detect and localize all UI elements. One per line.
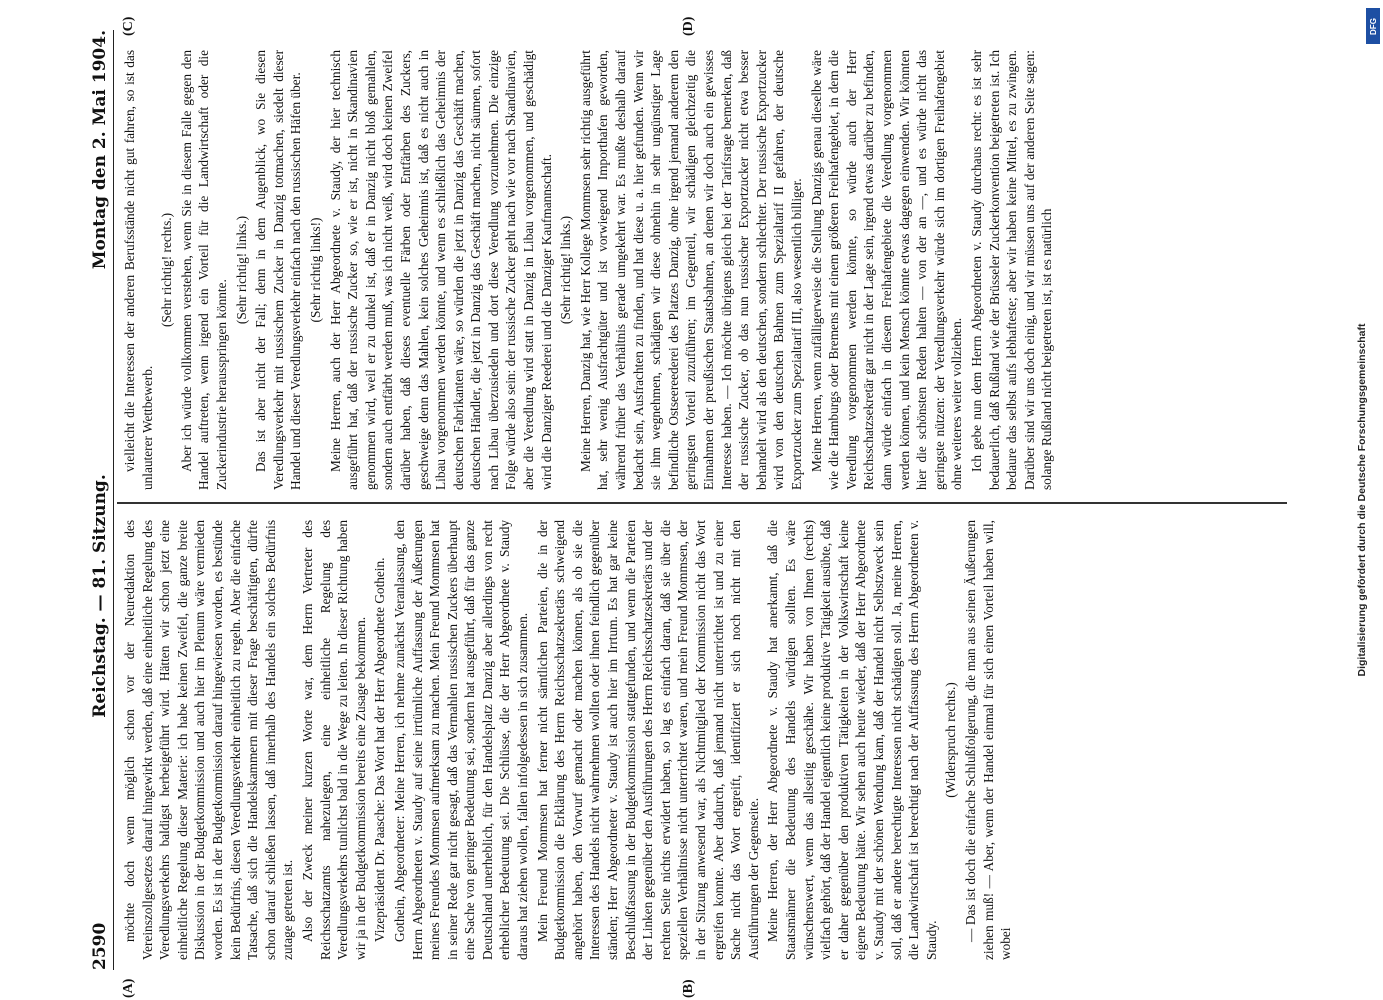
paragraph: — Das ist doch die einfache Schlußfolgerung, die man aus seinen Äußerungen ziehen muß! — Aber, wenn der Handel einmal für sich einen Vorteil haben will, wobei (962, 520, 1014, 960)
paragraph: Meine Herren, auch der Herr Abgeordnete v. Staudy, der hier technisch ausgeführt hat, daß der russische Zucker so, wie er ist, nicht in Skandinavien genommen wird, weil er zu dunkel ist, daß er in Danzig nicht bloß gemahlen, sondern auch entfärbt werden muß, was ich nicht weiß, wird doch keinen Zweifel darüber haben, daß dieses eventuelle Färben oder Entfärben des Zuckers, geschweige denn das Mahlen, kein solches Geheimnis ist, daß es nicht auch in Libau vorgenommen werden könnte, und wenn es schließlich das Geheimnis der deutschen Fabrikanten wäre, so würden die jetzt in Danzig das Geschäft machen, deutschen Händler, die jetzt in Danzig das Geschäft machen, nicht säumen, sofort nach Libau überzusiedeln und dort diese Veredlung vorzunehmen. Die einzige Folge würde also sein: der russische Zucker geht nach wie vor nach Skandinavien, aber die Veredlung wird statt in Danzig in Libau vorgenommen, und geschädigt wird die Danziger Reederei und die Danziger Kaufmannschaft. (327, 50, 554, 490)
left-column (121, 520, 1017, 960)
paragraph: möchte doch wenn möglich schon vor der Neuredaktion des Vereinszollgesetzes darauf hingewirkt werden, daß eine einheitliche Regelung des Veredlungsverkehrs baldigst herbeigeführt wird. Hätten wir schon jetzt eine einheitliche Regelung dieser Materie: ich habe keinen Zweifel, die ganze breite Diskussion in der Budgetkommission und auch hier im Plenum wäre vermieden worden. Es ist in der Budgetkommission darauf hingewiesen worden, es bestünde kein Bedürfnis, diesen Veredlungsverkehr einheitlich zu regeln. Aber die einfache Tatsache, daß sich die Handelskammern mit dieser Frage beschäftigten, dürfte schon darauf schließen lassen, daß innerhalb des Handels ein solches Bedürfnis zutage getreten ist. (122, 520, 296, 960)
dfg-logo-text: DFG (1368, 17, 1378, 35)
interjection: (Sehr richtig! links.) (558, 215, 574, 325)
paragraph: Also der Zweck meiner kurzen Worte war, dem Herrn Vertreter des Reichsschatzamts nahezulegen, eine einheitliche Regelung des Veredlungsverkehrs tunlichst bald in die Wege zu leiten. In dieser Richtung haben wir ja in der Budgetkommission bereits eine Zusage bekommen. (299, 520, 368, 960)
paragraph: Vizepräsident Dr. Paasche: Das Wort hat der Herr Abgeordnete Gothein. (372, 557, 388, 942)
session-title: Reichstag. — 81. Sitzung. (90, 474, 110, 718)
paragraph: Gothein, Abgeordneter: Meine Herren, ich nehme zunächst Veranlassung, den Herrn Abgeordneten v. Staudy auf seine irrtümliche Auffassung der Äußerungen meines Freundes Mommsen aufmerksam zu machen. Mein Freund Mommsen hat in seiner Rede gar nicht gesagt, daß das Vermahlen russischen Zuckers überhaupt eine Sache von geringer Bedeutung sei, sondern hat ausgeführt, daß für das ganze Deutschland unerheblich, für den Handelsplatz Danzig aber allerdings von recht erheblicher Bedeutung sei. Die Schlüsse, die der Herr Abgeordnete v. Staudy daraus hat ziehen wollen, fallen infolgedessen in sich zusammen. (391, 520, 531, 960)
paragraph: Meine Herren, der Herr Abgeordnete v. Staudy hat anerkannt, daß die Staatsmänner die Bedeutung des Handels würdigen sollten. Es wäre wünschenswert, wenn das allseitig geschähe. Wir haben von Ihnen (rechts) vielfach gehört, daß der Handel eigentlich keine produktive Tätigkeit ausübte, daß er daher gegenüber den produktiven Tätigkeiten in der Volkswirtschaft keine eigene Bedeutung hätte. Wir sehen auch heute wieder, daß der Herr Abgeordnete v. Staudy mit der schönen Wendung kam, daß der Handel nicht Selbstzweck sein soll, daß er andere berechtigte Interessen nicht schädigen soll. Ja, meine Herren, die Landwirtschaft ist berechtigt nach der Auffassung des Herrn Abgeordneten v. Staudy. (765, 520, 939, 960)
session-date: Montag den 2. Mai 1904. (90, 30, 110, 270)
dfg-logo (1366, 8, 1380, 44)
interjection: (Sehr richtig! rechts.) (159, 212, 175, 328)
digitization-note (1342, 8, 1382, 992)
paragraph: vielleicht die Interessen der anderen Berufsstände nicht gut fahren, so ist das unlauterer Wettbewerb. (122, 50, 155, 490)
paragraph: Ich gebe nun dem Herrn Abgeordneten v. Staudy durchaus recht: es ist sehr bedauerlich, daß Rußland wie der Brüsseler Zuckerkonvention beigetreten ist. Ich bedaure das selbst aufs lebhafteste; aber wir haben keine Mittel, es zu zwingen. Darüber sind wir uns doch einig, und wir müssen uns auf der anderen Seite sagen: solange Rußland nicht beigetreten ist, ist es natürlich (968, 50, 1055, 490)
page-header (85, 30, 114, 970)
rotated-page-content (41, 10, 1341, 998)
interjection: (Sehr richtig links!) (307, 217, 323, 323)
paragraph: Meine Herren, Danzig hat, wie Herr Kollege Mommsen sehr richtig ausgeführt hat, sehr wenig Ausfrachtgüter und ist vorwiegend Importhafen geworden, während früher das Verhältnis gerade umgekehrt war. Es mußte deshalb darauf bedacht sein, Ausfrachten zu finden, und hat diese u. a. hier gefunden. Wenn wir sie ihm wegnehmen, schädigen wir diese ohnehin in sehr ungünstiger Lage befindliche Ostseereederei des Platzes Danzig, ohne irgend jemand anderem den geringsten Vorteil zuzuführen; im Gegenteil, wir schädigen gleichzeitig die Einnahmen der preußischen Staatsbahnen, an denen wir doch auch ein gewisses Interesse haben. — Ich möchte übrigens gleich bei der Tarifsrage bemerken, daß der russische Zucker, ob das nun russischer Exportzucker nicht etwa besser behandelt wird als den deutschen, sondern schlechter. Der russische Exportzucker wird von den deutschen Bahnen zum Spezialtarif II gefahren, der deutsche Exportzucker zum Spezialtarif III, also wesentlich billiger. (577, 50, 804, 490)
paragraph: Meine Herren, wenn zufälligerweise die Stellung Danzigs genau dieselbe wäre wie die Hamburgs oder Bremens mit einem größeren Freihafengebiet, in dem die Veredlung vorgenommen werden könnte, so würde auch der Herr Reichsschatzsekretär gar nicht in der Lage sein, irgend etwas darüber zu befinden, dann würde einfach in diesem Freihafengebiete die Veredlung vorgenommen werden können, und kein Mensch könnte etwas dagegen einwenden. Wir könnten hier die schönsten Reden halten — von der an —, und es würde nicht das geringste nützen: der Veredlungsverkehr würde sich im dortigen Freihafengebiet ohne weiteres weiter vollziehen. (808, 50, 965, 490)
margin-letter-b: (B) (681, 979, 696, 998)
margin-letter-d: (D) (681, 16, 696, 36)
paragraph: Das ist aber nicht der Fall; denn in dem Augenblick, wo Sie diesen Veredlungsverkehr mit russischem Zucker in Danzig totmachen, siedelt dieser Handel und dieser Veredlungsverkehr einfach nach den russischen Häfen über. (253, 50, 304, 490)
digitization-note-text: Digitalisierung gefördert durch die Deutsche Forschungsgemeinschaft (1356, 323, 1368, 677)
paragraph: Aber ich würde vollkommen verstehen, wenn Sie in diesem Falle gegen den Handel auftreten, wenn irgend ein Vorteil für die Landwirtschaft oder die Zuckerindustrie herausspringen könnte. (178, 50, 229, 490)
margin-letter-a: (A) (121, 978, 136, 998)
column-divider (117, 503, 1287, 505)
page-number: 2590 (90, 922, 110, 970)
interjection: (Sehr richtig! links.) (233, 215, 249, 325)
margin-letter-c: (C) (121, 16, 136, 36)
paragraph: Mein Freund Mommsen hat ferner nicht sämtlichen Parteien, die in der Budgetkommission die Erklärung des Herrn Reichsschatzsekretärs schweigend angehört haben, den Vorwurf gemacht oder machen können, als ob sie die Interessen des Handels nicht wahrnehmen wollten oder ihnen feindlich gegenüber ständen; Herr Abgeordneter v. Staudy ist auch hier im Irrtum. Es hat gar keine Beschlußfassung in der Budgetkommission stattgefunden, und wenn die Parteien der Linken gegenüber den Ausführungen des Herrn Reichsschatzsekretärs und der rechten Seite nichts erwidert haben, so lag es einfach daran, daß sie über die speziellen Verhältnisse nicht unterrichtet waren, und mein Freund Mommsen, der in der Sitzung anwesend war, als Nichtmitglied der Kommission nicht das Wort ergreifen konnte. Aber dadurch, daß jemand nicht unterrichtet ist und zu einer Sache nicht das Wort ergreift, identifiziert er sich noch nicht mit den Ausführungen der Gegenseite. (534, 520, 761, 960)
interjection: (Widerspruch rechts.) (943, 682, 959, 798)
right-column (121, 50, 1058, 490)
